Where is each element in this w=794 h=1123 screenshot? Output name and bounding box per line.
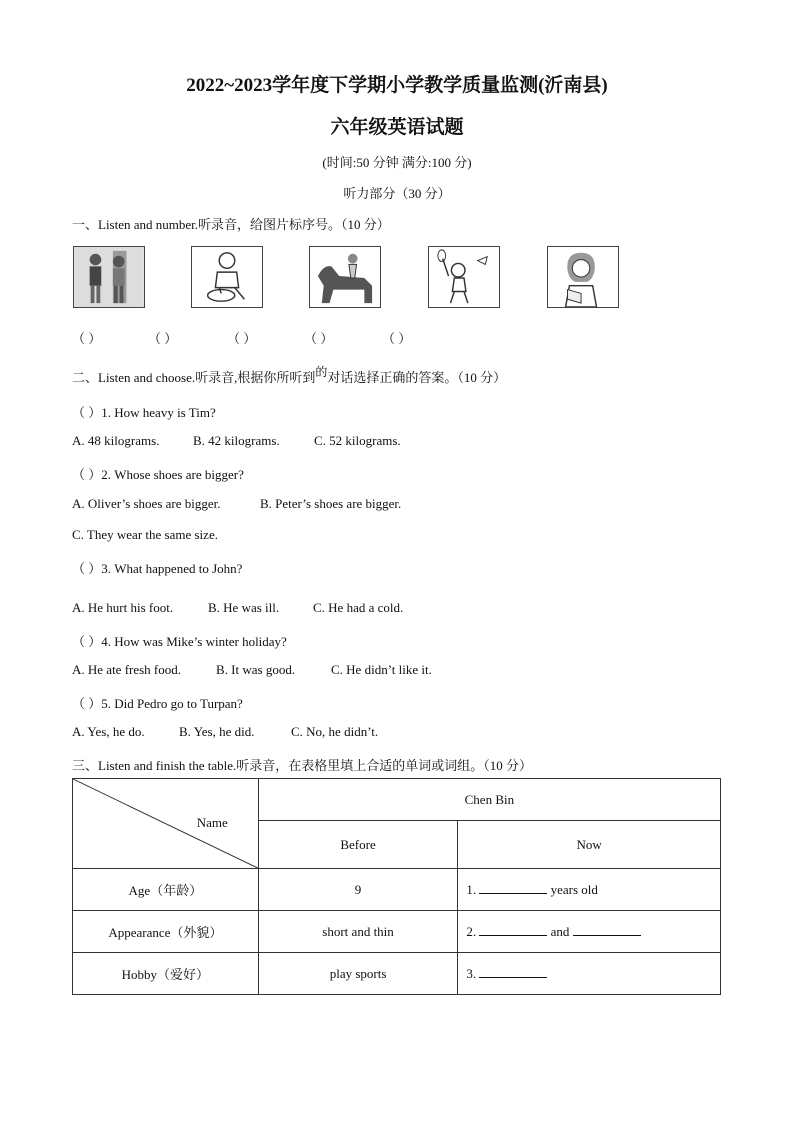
question-3-options [72, 600, 403, 616]
exam-title: 2022~2023学年度下学期小学教学质量监测(沂南县) [186, 75, 608, 96]
blank-number: 2. [466, 924, 477, 939]
before-header: Before [258, 821, 458, 869]
now-value [458, 869, 721, 911]
time-info: (时间:50 分钟 满分:100 分) [322, 155, 472, 170]
option[interactable]: A. He ate fresh food. [72, 662, 182, 677]
two-boys-measuring-height-icon [73, 246, 145, 308]
answer-blank[interactable] [479, 881, 547, 894]
before-value: 9 [258, 869, 458, 911]
blank-number: 3. [466, 966, 477, 981]
option[interactable]: B. Peter’s shoes are bigger. [260, 496, 402, 511]
blank-connector: and [550, 924, 570, 939]
now-header: Now [458, 821, 721, 869]
section2-heading-part-a: 二、Listen and choose.听录音,根据你所听到 [72, 370, 316, 385]
question-2-options [72, 496, 401, 512]
now-value [458, 953, 721, 995]
table-corner-cell [73, 779, 259, 869]
corner-label: Name [196, 815, 228, 830]
answer-bracket-2[interactable]: （ ） [148, 331, 178, 346]
section1-heading: 一、Listen and number.听录音，给图片标序号。（10 分） [72, 217, 390, 232]
question-4: （ ）4. How was Mike’s winter holiday? [72, 634, 287, 649]
answer-blank[interactable] [479, 965, 547, 978]
table-row [73, 869, 721, 911]
answer-bracket-4[interactable]: （ ） [304, 331, 334, 346]
boy-washing-clothes-icon [191, 246, 263, 308]
question-3: （ ）3. What happened to John? [72, 561, 243, 576]
question-2-option-c[interactable]: C. They wear the same size. [72, 527, 218, 542]
section2-heading-sup: 的 [315, 365, 328, 379]
boy-playing-badminton-icon [428, 246, 500, 308]
question-4-options [72, 662, 432, 678]
option[interactable]: A. Oliver’s shoes are bigger. [72, 496, 221, 511]
listening-part-label: 听力部分（30 分） [343, 186, 451, 201]
exam-subtitle: 六年级英语试题 [330, 117, 464, 138]
girl-reading-book-icon [547, 246, 619, 308]
now-value [458, 911, 721, 953]
question-2: （ ）2. Whose shoes are bigger? [72, 467, 244, 482]
question-1-options [72, 433, 401, 449]
answer-bracket-5[interactable]: （ ） [382, 331, 412, 346]
row-label: Hobby（爱好） [73, 953, 259, 995]
person-name-header: Chen Bin [258, 779, 720, 821]
row-label: Age（年龄） [73, 869, 259, 911]
section3-heading: 三、Listen and finish the table.听录音，在表格里填上合适的单词或词组。（10 分） [72, 758, 533, 773]
option[interactable]: A. Yes, he do. [72, 724, 145, 739]
blank-suffix: years old [550, 882, 598, 897]
girl-riding-horse-icon [309, 246, 381, 308]
option[interactable]: C. 52 kilograms. [314, 433, 401, 448]
before-value: short and thin [258, 911, 458, 953]
info-table [72, 778, 721, 995]
option[interactable]: B. 42 kilograms. [193, 433, 280, 448]
option[interactable]: A. He hurt his foot. [72, 600, 174, 615]
option[interactable]: C. He had a cold. [313, 600, 404, 615]
question-1: （ ）1. How heavy is Tim? [72, 405, 216, 420]
table-row [73, 911, 721, 953]
answer-blank[interactable] [479, 923, 547, 936]
option[interactable]: B. It was good. [216, 662, 296, 677]
option[interactable]: B. He was ill. [208, 600, 280, 615]
blank-number: 1. [466, 882, 477, 897]
question-5-options [72, 724, 378, 740]
question-5: （ ）5. Did Pedro go to Turpan? [72, 696, 243, 711]
section2-heading [72, 367, 506, 386]
picture-row [0, 246, 794, 310]
option[interactable]: A. 48 kilograms. [72, 433, 160, 448]
row-label: Appearance（外貌） [73, 911, 259, 953]
answer-blank[interactable] [573, 923, 641, 936]
option[interactable]: C. No, he didn’t. [291, 724, 379, 739]
option[interactable]: B. Yes, he did. [179, 724, 255, 739]
section2-heading-part-b: 对话选择正确的答案。（10 分） [327, 370, 507, 385]
answer-bracket-1[interactable]: （ ） [72, 331, 102, 346]
before-value: play sports [258, 953, 458, 995]
answer-bracket-3[interactable]: （ ） [227, 331, 257, 346]
option[interactable]: C. He didn’t like it. [331, 662, 432, 677]
table-row [73, 953, 721, 995]
